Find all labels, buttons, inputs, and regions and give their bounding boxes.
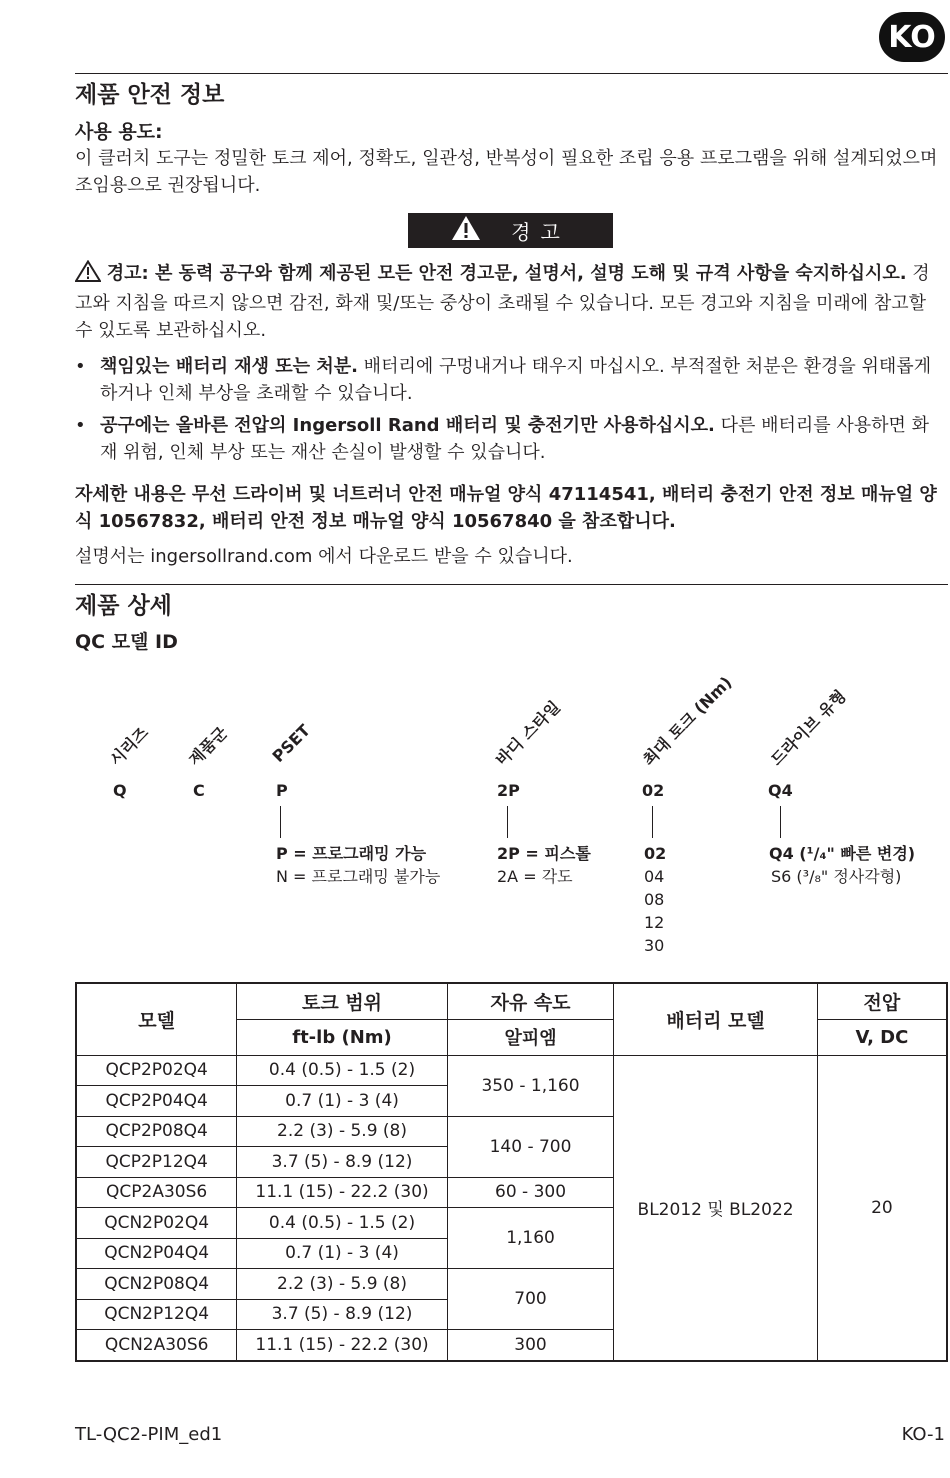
cell-model: QCN2P04Q4 — [76, 1238, 237, 1269]
cell-battery: BL2012 및 BL2022 — [614, 1055, 818, 1361]
header-model: 모델 — [76, 983, 237, 1055]
cell-speed: 140 - 700 — [447, 1116, 614, 1177]
warning-paragraph — [75, 260, 945, 344]
section-divider — [75, 73, 948, 74]
model-id-heading: QC 모델 ID — [75, 631, 178, 653]
cell-torque: 0.7 (1) - 3 (4) — [237, 1086, 447, 1117]
header-battery: 배터리 모델 — [614, 983, 818, 1055]
id-code-drive: Q4 — [768, 781, 793, 800]
id-label-pset: PSET — [268, 720, 314, 766]
bullet-text: 배터리에 구멍내거나 태우지 마십시오. 부적절한 처분은 환경을 위태롭게 하거나 인체 부상을 초래할 수 있습니다. — [100, 356, 932, 404]
id-label-series: 시리즈 — [105, 723, 153, 770]
spec-table — [75, 982, 948, 1362]
cell-model: QCP2A30S6 — [76, 1177, 237, 1208]
connector-line — [280, 806, 281, 838]
body-option: 2P = 피스톨 — [497, 844, 591, 863]
cell-torque: 0.4 (0.5) - 1.5 (2) — [237, 1055, 447, 1086]
cell-torque: 2.2 (3) - 5.9 (8) — [237, 1116, 447, 1147]
details-title: 제품 상세 — [75, 593, 172, 619]
connector-line — [507, 806, 508, 838]
bullet-text: 다른 배터리를 사용하면 화재 위험, 인체 부상 또는 재산 손실이 발생할 수 있습니다. — [100, 415, 930, 463]
header-speed: 자유 속도 — [447, 983, 614, 1019]
bullet-bold: 책임있는 배터리 재생 또는 처분. — [100, 356, 358, 377]
bullet-bold: 공구에는 올바른 전압의 Ingersoll Rand 배터리 및 충전기만 사용하십시오. — [100, 415, 715, 436]
torque-option: 30 — [644, 936, 665, 955]
id-code-body: 2P — [497, 781, 520, 800]
header-speed-unit: 알피엠 — [447, 1019, 614, 1055]
header-voltage: 전압 — [817, 983, 947, 1019]
warning-label: 경고 — [511, 220, 570, 244]
cell-model: QCP2P12Q4 — [76, 1147, 237, 1178]
download-text: 설명서는 ingersollrand.com 에서 다운로드 받을 수 있습니다. — [75, 546, 573, 567]
pset-option: N = 프로그래밍 불가능 — [276, 867, 441, 886]
footer-page-number: KO-1 — [901, 1424, 945, 1445]
reference-text: 자세한 내용은 무선 드라이버 및 너트러너 안전 매뉴얼 양식 47114541, 배터리 충전기 안전 정보 매뉴얼 양식 10567832, 배터리 안전 정보 매뉴얼 양식 10567840 을 참조합니다. — [75, 484, 937, 532]
drive-option: Q4 (¹/₄" 빠른 변경) — [769, 844, 916, 863]
cell-torque: 2.2 (3) - 5.9 (8) — [237, 1269, 447, 1300]
id-code-pset: P — [276, 781, 288, 800]
cell-model: QCP2P04Q4 — [76, 1086, 237, 1117]
bullet-item: • 공구에는 올바른 전압의 Ingersoll Rand 배터리 및 충전기만 사용하십시오. 다른 배터리를 사용하면 화재 위험, 인체 부상 또는 재산 손실이 발생할 수 있습니다. — [75, 415, 930, 463]
language-badge: KO — [879, 12, 945, 62]
table-row — [76, 1055, 947, 1086]
cell-torque: 11.1 (15) - 22.2 (30) — [237, 1330, 447, 1361]
torque-options — [644, 842, 666, 957]
intended-use-text: 이 클러치 도구는 정밀한 토크 제어, 정확도, 일관성, 반복성이 필요한 조립 응용 프로그램을 위해 설계되었으며 조임용으로 권장됩니다. — [75, 148, 938, 196]
warning-text: 경고와 지침을 따르지 않으면 감전, 화재 및/또는 중상이 초래될 수 있습니다. 모든 경고와 지침을 미래에 참고할 수 있도록 보관하십시오. — [75, 263, 930, 341]
drive-option: S6 (³/₈" 정사각형) — [771, 867, 902, 886]
intended-use-heading: 사용 용도: — [75, 121, 163, 143]
cell-model: QCN2P12Q4 — [76, 1299, 237, 1330]
cell-speed: 1,160 — [447, 1208, 614, 1269]
warning-outline-icon — [75, 260, 101, 290]
id-label-body: 바디 스타일 — [491, 697, 564, 770]
safety-title: 제품 안전 정보 — [75, 82, 225, 108]
torque-option: 08 — [644, 890, 665, 909]
torque-option: 04 — [644, 867, 665, 886]
body-options — [497, 842, 591, 888]
cell-torque: 11.1 (15) - 22.2 (30) — [237, 1177, 447, 1208]
cell-speed: 700 — [447, 1269, 614, 1330]
cell-model: QCN2P02Q4 — [76, 1208, 237, 1239]
warning-banner — [408, 213, 613, 248]
cell-model: QCN2A30S6 — [76, 1330, 237, 1361]
section-divider — [75, 584, 948, 585]
torque-option: 12 — [644, 913, 665, 932]
drive-options — [769, 842, 915, 888]
cell-torque: 0.7 (1) - 3 (4) — [237, 1238, 447, 1269]
footer-doc-id: TL-QC2-PIM_ed1 — [75, 1424, 223, 1445]
id-code-series: Q — [113, 781, 127, 800]
cell-speed: 350 - 1,160 — [447, 1055, 614, 1116]
cell-model: QCN2P08Q4 — [76, 1269, 237, 1300]
cell-torque: 3.7 (5) - 8.9 (12) — [237, 1147, 447, 1178]
pset-option: P = 프로그래밍 가능 — [276, 844, 427, 863]
connector-line — [652, 806, 653, 838]
header-torque-unit: ft-lb (Nm) — [237, 1019, 447, 1055]
id-label-torque: 최대 토크 (Nm) — [638, 672, 736, 770]
id-code-family: C — [193, 781, 205, 800]
torque-option: 02 — [644, 844, 667, 863]
id-code-torque: 02 — [642, 781, 665, 800]
cell-model: QCP2P08Q4 — [76, 1116, 237, 1147]
cell-speed: 60 - 300 — [447, 1177, 614, 1208]
body-option: 2A = 각도 — [497, 867, 573, 886]
warning-bold-text: 경고: 본 동력 공구와 함께 제공된 모든 안전 경고문, 설명서, 설명 도해 및 규격 사항을 숙지하십시오. — [106, 263, 907, 284]
warning-triangle-icon — [451, 215, 481, 246]
cell-torque: 3.7 (5) - 8.9 (12) — [237, 1299, 447, 1330]
cell-voltage: 20 — [817, 1055, 947, 1361]
cell-model: QCP2P02Q4 — [76, 1055, 237, 1086]
bullet-item: • 책임있는 배터리 재생 또는 처분. 배터리에 구멍내거나 태우지 마십시오. 부적절한 처분은 환경을 위태롭게 하거나 인체 부상을 초래할 수 있습니다. — [75, 356, 932, 404]
id-label-family: 제품군 — [184, 723, 232, 770]
pset-options — [276, 842, 440, 888]
cell-speed: 300 — [447, 1330, 614, 1361]
connector-line — [780, 806, 781, 838]
header-voltage-unit: V, DC — [817, 1019, 947, 1055]
cell-torque: 0.4 (0.5) - 1.5 (2) — [237, 1208, 447, 1239]
header-torque: 토크 범위 — [237, 983, 447, 1019]
id-label-drive: 드라이브 유형 — [766, 686, 850, 770]
